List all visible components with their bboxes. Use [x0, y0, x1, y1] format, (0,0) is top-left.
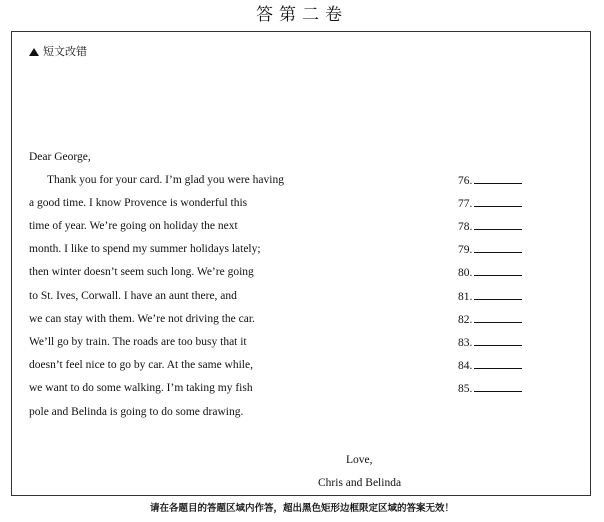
answer-blank[interactable] [474, 358, 522, 369]
section-heading-text: 短文改错 [43, 45, 87, 58]
answer-number: 78. [458, 221, 473, 233]
answer-slot-76 [458, 173, 522, 188]
answer-blank[interactable] [474, 289, 522, 300]
answer-number: 81. [458, 291, 473, 303]
answer-slot-85 [458, 381, 522, 396]
answer-slot-80 [458, 265, 522, 280]
letter-line-5: then winter doesn’t seem such long. We’re going [29, 266, 254, 278]
answer-number: 84. [458, 360, 473, 372]
letter-line-10: we want to do some walking. I’m taking my fish [29, 382, 253, 394]
answer-blank[interactable] [474, 196, 522, 207]
letter-greeting: Dear George, [29, 151, 91, 163]
answer-number: 77. [458, 198, 473, 210]
answer-blank[interactable] [474, 312, 522, 323]
letter-line-2: a good time. I know Provence is wonderful this [29, 197, 248, 209]
letter-closing: Love, [346, 454, 373, 466]
answer-slot-78 [458, 219, 522, 234]
answer-blank[interactable] [474, 335, 522, 346]
page-title: 答第二卷 [256, 5, 348, 25]
answer-slot-81 [458, 289, 522, 304]
answer-blank[interactable] [474, 219, 522, 230]
answer-blank[interactable] [474, 265, 522, 276]
letter-line-7: we can stay with them. We’re not driving the car. [29, 313, 255, 325]
letter-line-11: pole and Belinda is going to do some drawing. [29, 406, 244, 418]
answer-blank[interactable] [474, 381, 522, 392]
answer-blank[interactable] [474, 242, 522, 253]
triangle-bullet-icon [29, 48, 39, 56]
answer-slot-79 [458, 242, 522, 257]
letter-line-1: Thank you for your card. I’m glad you were having [47, 174, 284, 186]
footer-notice: 请在各题目的答题区域内作答，超出黑色矩形边框限定区域的答案无效！ [149, 503, 454, 514]
answer-slot-82 [458, 312, 522, 327]
answer-blank[interactable] [474, 173, 522, 184]
answer-number: 79. [458, 244, 473, 256]
answer-number: 83. [458, 337, 473, 349]
answer-number: 85. [458, 383, 473, 395]
letter-signature: Chris and Belinda [318, 477, 402, 489]
letter-line-6: to St. Ives, Corwall. I have an aunt there, and [29, 290, 237, 302]
answer-slot-83 [458, 335, 522, 350]
letter-line-9: doesn’t feel nice to go by car. At the same while, [29, 359, 253, 371]
answer-area-border [11, 31, 591, 496]
answer-number: 80. [458, 267, 473, 279]
answer-number: 82. [458, 314, 473, 326]
letter-line-4: month. I like to spend my summer holidays lately; [29, 243, 261, 255]
answer-slot-77 [458, 196, 522, 211]
letter-line-8: We’ll go by train. The roads are too busy that it [29, 336, 247, 348]
letter-line-3: time of year. We’re going on holiday the next [29, 220, 238, 232]
answer-number: 76. [458, 175, 473, 187]
answer-slot-84 [458, 358, 522, 373]
section-heading [29, 45, 87, 59]
